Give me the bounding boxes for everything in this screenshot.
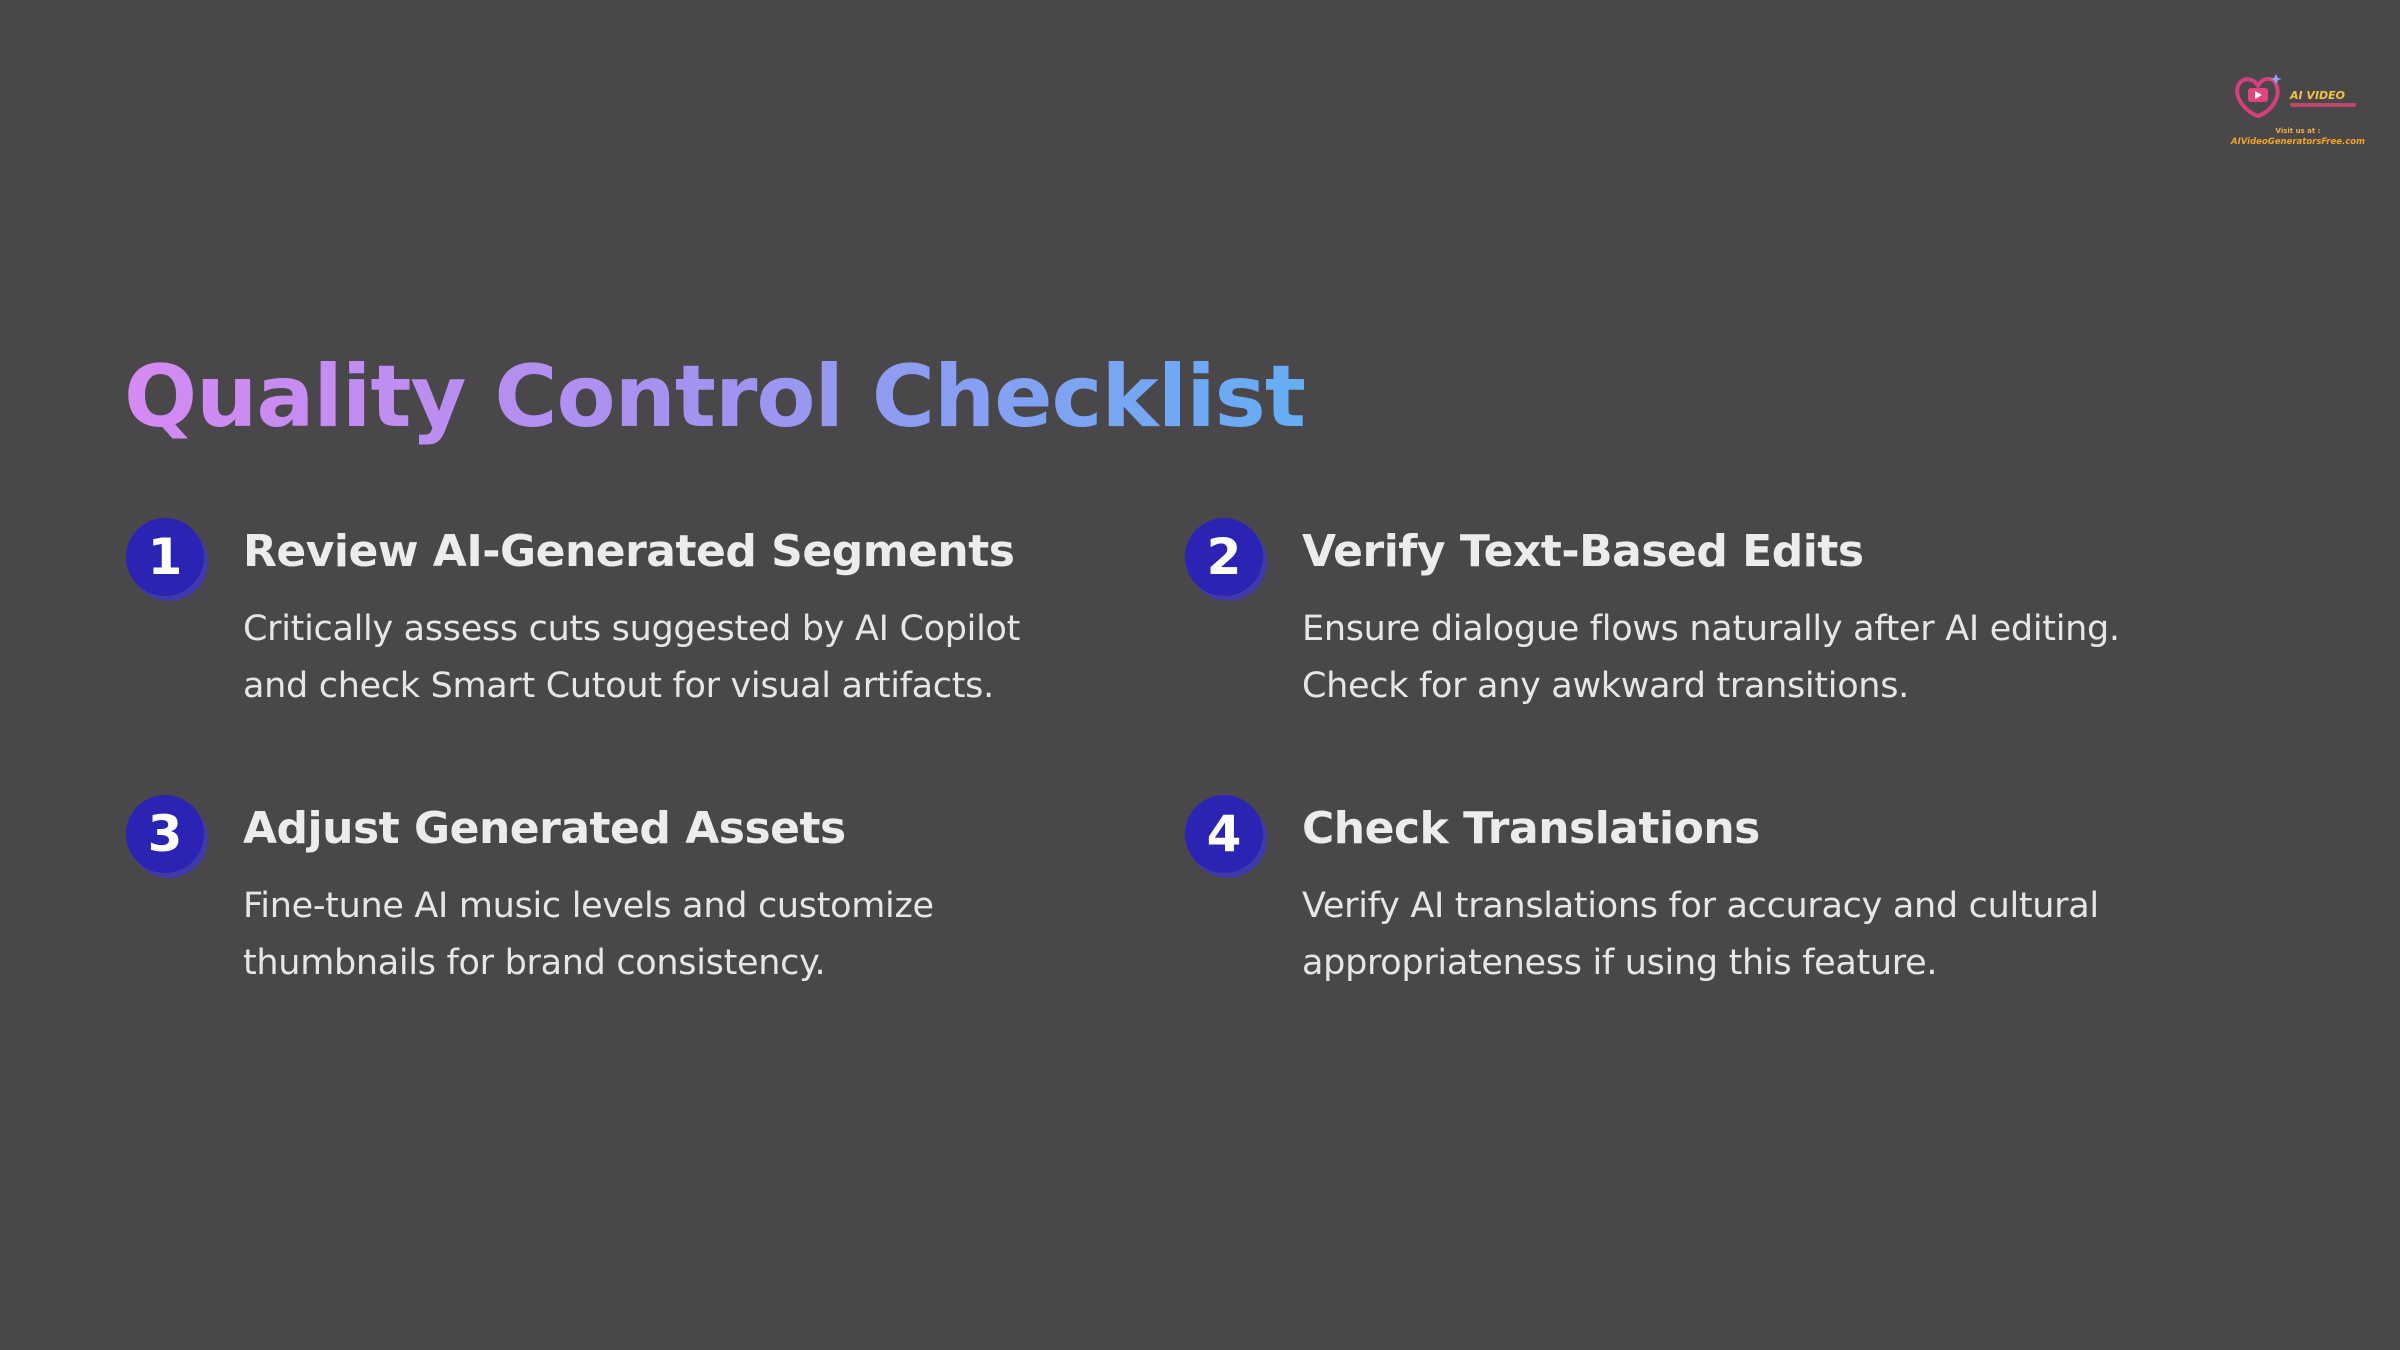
item-description: Critically assess cuts suggested by AI Copilot and check Smart Cutout for visual artifacts. (243, 609, 1021, 706)
item-heading: Verify Text-Based Edits (1302, 526, 1864, 577)
checklist-item (1183, 783, 2143, 983)
checklist-item (1183, 506, 2143, 706)
number-badge: 4 (1185, 795, 1263, 873)
logo-tagline-bar (2290, 103, 2356, 107)
logo-name: AI VIDEO (2290, 89, 2346, 102)
page-title: Quality Control Checklist (124, 347, 1305, 447)
play-heart-icon (2232, 72, 2288, 122)
item-heading: Check Translations (1302, 803, 1760, 854)
checklist-item (124, 783, 1084, 983)
checklist-item (124, 506, 1084, 706)
item-description: Fine-tune AI music levels and customize thumbnails for brand consistency. (243, 886, 934, 983)
logo-url[interactable]: AIVideoGeneratorsFree.com (2231, 137, 2365, 147)
brand-logo[interactable] (2228, 68, 2366, 152)
item-description: Ensure dialogue flows naturally after AI editing. Check for any awkward transitions. (1302, 609, 2120, 706)
number-badge: 2 (1185, 518, 1263, 596)
item-description: Verify AI translations for accuracy and cultural appropriateness if using this feature. (1302, 886, 2099, 983)
number-badge: 3 (126, 795, 204, 873)
number-badge: 1 (126, 518, 204, 596)
item-heading: Adjust Generated Assets (243, 803, 846, 854)
item-heading: Review AI-Generated Segments (243, 526, 1015, 577)
logo-visit-text: Visit us at : (2275, 127, 2321, 135)
